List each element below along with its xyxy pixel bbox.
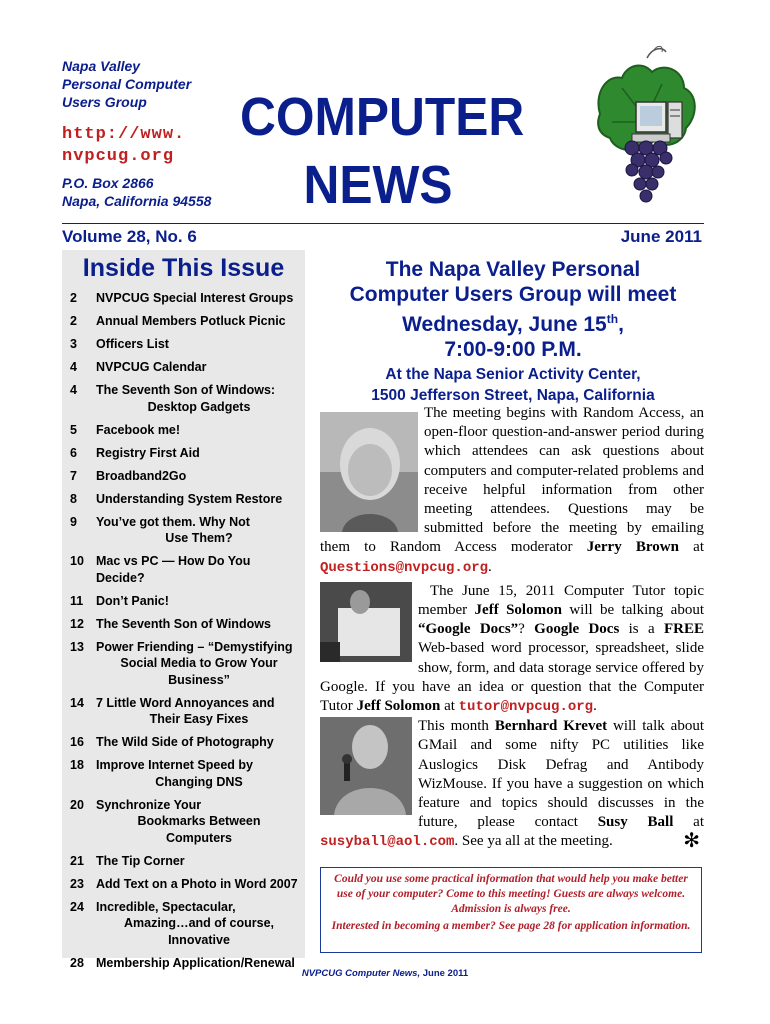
toc-entry-line: NVPCUG Special Interest Groups bbox=[96, 291, 294, 305]
toc-page-number: 7 bbox=[70, 468, 77, 483]
toc-entry-title bbox=[96, 876, 302, 893]
toc-entry-title bbox=[96, 382, 302, 415]
toc-entry-title bbox=[96, 514, 302, 547]
email-tutor-link[interactable]: tutor@nvpcug.org bbox=[458, 699, 594, 716]
toc-entry-line: The Seventh Son of Windows bbox=[96, 616, 271, 631]
toc-page-number: 3 bbox=[70, 337, 77, 351]
toc-page-number: 13 bbox=[70, 639, 84, 654]
text: . bbox=[488, 558, 492, 575]
page-footer bbox=[230, 968, 540, 979]
toc-entry-title bbox=[96, 445, 302, 462]
toc-page-number: 4 bbox=[70, 383, 77, 397]
photo-jeff-solomon bbox=[320, 582, 412, 662]
name-jeff-solomon: Jeff Solomon bbox=[474, 602, 562, 619]
toc-page-number: 8 bbox=[70, 491, 77, 506]
org-name-line: Napa Valley bbox=[62, 58, 141, 74]
toc-item bbox=[70, 593, 302, 610]
meeting-location bbox=[322, 364, 704, 406]
headline-date: Wednesday, June 15 bbox=[402, 313, 607, 336]
toc-title: Inside This Issue bbox=[82, 254, 285, 282]
headline-line: Computer Users Group will meet bbox=[349, 283, 677, 306]
text: The meeting begins with Random Access, an open-floor question-and-answer period during which attendees can ask questions about computers and computer-related problems and receive helpful information from other meeting attendees. Questions may be submitted before the meeting by emailing them to Random Access moderator bbox=[320, 405, 704, 556]
toc-entry-line: Officers List bbox=[96, 337, 169, 351]
toc-entry-line: Use Them? bbox=[165, 531, 233, 545]
photo-bernhard-krevet bbox=[320, 717, 412, 815]
toc-page-number: 9 bbox=[70, 514, 77, 529]
toc-item bbox=[70, 876, 302, 893]
org-url-line[interactable]: http://www. bbox=[62, 125, 186, 144]
toc-entry-title bbox=[96, 336, 302, 353]
toc-page-number: 28 bbox=[70, 955, 84, 970]
toc-entry-title bbox=[96, 797, 302, 847]
text: will be talking about bbox=[561, 602, 704, 619]
toc-item bbox=[70, 797, 302, 847]
callout-box bbox=[320, 867, 702, 953]
headline-line bbox=[322, 307, 704, 337]
toc-item bbox=[70, 359, 302, 376]
text: . bbox=[593, 698, 597, 715]
name-susy-ball: Susy Ball bbox=[597, 814, 674, 831]
callout-text: Could you use some practical information that would help you make better use of your computer? Come to this meeting! Guests are always welcome. Admission is always free. bbox=[334, 873, 688, 915]
toc-entry-line: Desktop Gadgets bbox=[147, 399, 251, 414]
org-url-line[interactable]: nvpcug.org bbox=[62, 147, 175, 166]
address-line: P.O. Box 2866 bbox=[62, 175, 154, 191]
masthead-title bbox=[240, 83, 525, 219]
toc-entry-line: Don’t Panic! bbox=[96, 593, 169, 608]
toc-page-number: 2 bbox=[70, 291, 77, 305]
text: at bbox=[673, 814, 704, 831]
text: ? bbox=[518, 621, 535, 638]
toc-entry-title bbox=[96, 757, 302, 790]
toc-entry-line: The Wild Side of Photography bbox=[96, 735, 274, 749]
toc-entry-title bbox=[96, 616, 302, 633]
toc-entry-title bbox=[96, 290, 302, 307]
toc-item bbox=[70, 553, 302, 586]
toc-item bbox=[70, 695, 302, 728]
toc-item bbox=[70, 445, 302, 462]
toc-item bbox=[70, 491, 302, 508]
toc-entry-line: 7 Little Word Annoyances and bbox=[96, 695, 275, 710]
toc-entry-title bbox=[96, 468, 302, 485]
toc-entry-title bbox=[96, 313, 302, 330]
toc-entry-title bbox=[96, 899, 302, 949]
toc-item bbox=[70, 382, 302, 415]
article-body bbox=[320, 404, 704, 853]
photo-jerry-brown bbox=[320, 412, 418, 532]
toc-page-number: 20 bbox=[70, 797, 84, 812]
text: will talk about GMail and some nifty PC utilities like Auslogics Disk Defrag and Antibody WizMouse. If you have a suggestion on which feature and topics should discusses in the future, please contact bbox=[418, 718, 704, 831]
org-name bbox=[62, 57, 191, 111]
toc-entry-line: NVPCUG Calendar bbox=[96, 360, 207, 374]
toc-entry-line: Membership Application/Renewal bbox=[96, 955, 295, 970]
text: The June 15, 2011 Computer Tutor topic member bbox=[418, 582, 704, 619]
toc-item bbox=[70, 468, 302, 485]
issue-date: June 2011 bbox=[620, 227, 702, 246]
org-address bbox=[62, 174, 211, 210]
toc-entry-line: Innovative bbox=[168, 932, 230, 947]
toc-entry-title bbox=[96, 359, 302, 376]
toc-entry-title bbox=[96, 491, 302, 508]
toc-entry-line: Broadband2Go bbox=[96, 468, 187, 483]
toc-entry-line: Social Media to Grow Your bbox=[120, 656, 278, 670]
toc-entry-line: Incredible, Spectacular, bbox=[96, 899, 236, 914]
location-line: 1500 Jefferson Street, Napa, California bbox=[371, 387, 655, 404]
toc-item bbox=[70, 336, 302, 353]
footer-date: June 2011 bbox=[422, 968, 469, 979]
toc-entry-line: Improve Internet Speed by bbox=[96, 758, 253, 772]
name-bernhard-krevet: Bernhard Krevet bbox=[494, 718, 608, 735]
toc-entry-line: Synchronize Your bbox=[96, 797, 202, 812]
toc-page-number: 23 bbox=[70, 876, 84, 891]
toc-item bbox=[70, 290, 302, 307]
org-name-line: Users Group bbox=[62, 94, 147, 110]
toc-entry-line: Business” bbox=[168, 672, 230, 687]
toc-entry-title bbox=[96, 853, 302, 870]
masthead-line: COMPUTER bbox=[240, 87, 525, 147]
issue-volume: Volume 28, No. 6 bbox=[62, 227, 197, 246]
callout-membership: Interested in becoming a member? See page 28 for application information. bbox=[331, 920, 691, 932]
text: at bbox=[440, 698, 459, 715]
text: Web-based word processor, spreadsheet, slide show, form, and data storage service offered by Google. If you have an idea or question that the Computer Tutor bbox=[320, 640, 704, 715]
toc-entry-title bbox=[96, 593, 302, 610]
text: . See ya all at the meeting. bbox=[454, 833, 613, 850]
headline-comma: , bbox=[618, 313, 624, 336]
toc-entry-line: Add Text on a Photo in Word 2007 bbox=[96, 876, 298, 891]
toc-item bbox=[70, 514, 302, 547]
toc-list bbox=[70, 290, 302, 978]
grape-computer-logo-icon bbox=[592, 44, 702, 206]
email-questions-link[interactable]: Questions@nvpcug.org bbox=[320, 559, 489, 576]
toc-page-number: 11 bbox=[70, 593, 84, 608]
toc-item bbox=[70, 639, 302, 689]
toc-entry-title bbox=[96, 734, 302, 751]
toc-entry-title bbox=[96, 695, 302, 728]
text: at bbox=[678, 539, 704, 556]
toc-page-number: 24 bbox=[70, 899, 84, 914]
toc-page-number: 6 bbox=[70, 445, 77, 460]
toc-entry-line: Changing DNS bbox=[155, 774, 243, 789]
toc-entry-line: You’ve got them. Why Not bbox=[96, 514, 250, 529]
headline-time: 7:00-9:00 P.M. bbox=[444, 338, 582, 361]
org-name-line: Personal Computer bbox=[62, 76, 192, 92]
toc-entry-line: Their Easy Fixes bbox=[149, 712, 249, 726]
text: is a bbox=[619, 621, 664, 638]
masthead-rule bbox=[62, 223, 704, 224]
masthead-line: NEWS bbox=[303, 155, 453, 215]
toc-entry-title bbox=[96, 422, 302, 439]
toc-entry-line: Power Friending – “Demystifying bbox=[96, 639, 293, 654]
toc-entry-line: Computers bbox=[166, 830, 232, 845]
toc-entry-title bbox=[96, 639, 302, 689]
text: This month bbox=[418, 718, 495, 735]
toc-item bbox=[70, 616, 302, 633]
address-line: Napa, California 94558 bbox=[62, 193, 212, 209]
toc-page-number: 5 bbox=[70, 422, 77, 437]
headline-date-suffix: th bbox=[606, 312, 619, 326]
toc-entry-line: The Seventh Son of Windows: bbox=[96, 383, 276, 397]
headline-line: The Napa Valley Personal bbox=[385, 258, 641, 281]
toc-page-number: 18 bbox=[70, 758, 84, 772]
toc-item bbox=[70, 422, 302, 439]
end-mark-icon: ✻ bbox=[683, 830, 700, 853]
meeting-headline bbox=[322, 257, 704, 362]
org-url[interactable] bbox=[62, 124, 185, 168]
toc-page-number: 12 bbox=[70, 616, 84, 631]
toc-entry-line: Amazing…and of course, bbox=[123, 916, 275, 930]
table-of-contents bbox=[62, 250, 305, 970]
toc-entry-line: Facebook me! bbox=[96, 422, 181, 437]
toc-entry-line: Bookmarks Between bbox=[137, 814, 261, 828]
toc-item bbox=[70, 899, 302, 949]
toc-item bbox=[70, 313, 302, 330]
toc-page-number: 21 bbox=[70, 853, 84, 868]
toc-entry-line: The Tip Corner bbox=[96, 853, 185, 868]
toc-entry-title bbox=[96, 553, 302, 586]
toc-page-number: 16 bbox=[70, 735, 84, 749]
topic-google-docs: “Google Docs” bbox=[418, 621, 519, 638]
toc-entry-line: Understanding System Restore bbox=[96, 491, 283, 506]
toc-page-number: 14 bbox=[70, 695, 84, 710]
toc-entry-line: Registry First Aid bbox=[96, 445, 200, 460]
email-susyball-link[interactable]: susyball@aol.com bbox=[320, 834, 455, 851]
toc-item bbox=[70, 734, 302, 751]
name-jeff-solomon: Jeff Solomon bbox=[356, 698, 441, 715]
free-label: FREE bbox=[663, 621, 704, 638]
location-line: At the Napa Senior Activity Center, bbox=[385, 366, 641, 383]
toc-entry-line: Annual Members Potluck Picnic bbox=[96, 314, 286, 328]
toc-page-number: 10 bbox=[70, 554, 84, 568]
footer-publication: NVPCUG Computer News, bbox=[301, 968, 421, 979]
toc-entry-line: Mac vs PC — How Do You Decide? bbox=[96, 554, 251, 585]
topic-google-docs: Google Docs bbox=[534, 621, 620, 638]
toc-item bbox=[70, 853, 302, 870]
name-jerry-brown: Jerry Brown bbox=[586, 539, 679, 556]
toc-item bbox=[70, 757, 302, 790]
toc-page-number: 4 bbox=[70, 360, 77, 374]
toc-page-number: 2 bbox=[70, 314, 77, 328]
